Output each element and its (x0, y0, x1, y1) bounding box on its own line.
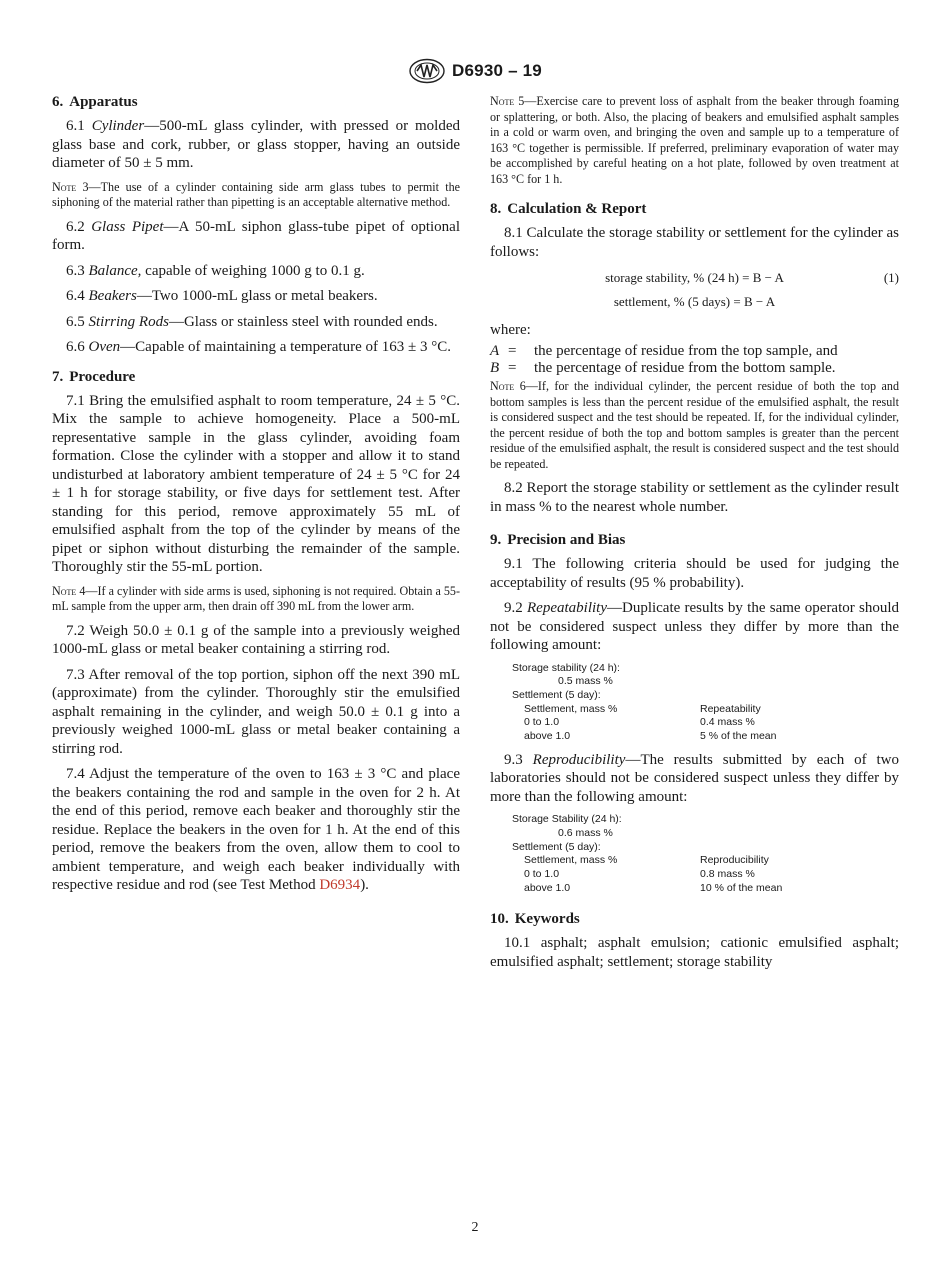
section-heading: 10. Keywords (490, 911, 580, 928)
table-row: Settlement, mass % Reproducibility (524, 854, 769, 867)
table-row: 0 to 1.0 0.4 mass % (524, 716, 755, 729)
paragraph-7-4: 7.4 Adjust the temperature of the oven to 163 ± 3 °C and place the beakers containing the rod and sample in the oven for 2 h. At the end of this period, remove each beaker and thoroughly stir the residue. Replace the beakers in the oven for 1 h. At the end of this period, remove the beakers from the oven, allow them to cool to ambient temperature, and weigh each beaker individually with respective residue and rod (see Test Method D6934). (52, 766, 460, 893)
section-heading: 7. Procedure (52, 368, 136, 385)
paragraph-9-1: 9.1 The following criteria should be used for judging the acceptability of results (95 % probability). (490, 556, 899, 591)
table-row: 0 to 1.0 0.8 mass % (524, 868, 755, 881)
table-row: above 1.0 5 % of the mean (524, 730, 777, 743)
note-4: Note 4—If a cylinder with side arms is used, siphoning is not required. Obtain a 55-mL sample from the upper arm, then drain off 390 mL from the lower arm. (52, 583, 460, 613)
paragraph-9-3: 9.3 Reproducibility—The results submitted by each of two laboratories should not be considered suspect unless they differ by more than the following amount: (490, 751, 900, 805)
paragraph-6-2: 6.2 Glass Pipet—A 50-mL siphon glass-tube pipet of optional form. (52, 218, 461, 253)
equation-number: (1) (883, 270, 899, 285)
table-row: above 1.0 10 % of the mean (524, 881, 783, 894)
note-5: Note 5—Exercise care to prevent loss of asphalt from the beaker through foaming or splattering, or both. Also, the placing of beakers and emulsified asphalt samples in a cold or warm oven, and bringing the oven and sample up to a temperature of 163 °C together is permissible. If preferred, preliminary evaporation of water may be accomplished by careful heating on a hot plate, followed by oven treatment at 163 °C for 1 h. (490, 94, 899, 186)
paragraph-6-3: 6.3 Balance, capable of weighing 1000 g to 0.1 g. (66, 262, 365, 279)
paragraph-10-1: 10.1 asphalt; asphalt emulsion; cationic emulsified asphalt; emulsified asphalt; settlement; storage stability (490, 935, 899, 970)
document-id: D6930 – 19 (452, 61, 542, 80)
paragraph-8-1: 8.1 Calculate the storage stability or settlement for the cylinder as follows: (490, 225, 899, 260)
section-heading: 6. Apparatus (52, 94, 138, 110)
section-heading: 8. Calculation & Report (490, 201, 647, 217)
note-6: Note 6—If, for the individual cylinder, the percent residue of both the top and bottom samples is less than the percent residue of the emulsified asphalt, the result is considered suspect and the test should be repeated. If, for the individual cylinder, the percent residue of both the top and bottom samples is greater than the percent residue of the emulsified asphalt, the result is considered suspect and the test should be repeated. (490, 379, 899, 471)
paragraph-6-5: 6.5 Stirring Rods—Glass or stainless steel with rounded ends. (66, 313, 438, 330)
section-procedure (52, 367, 460, 895)
paragraph-8-2: 8.2 Report the storage stability or settlement as the cylinder result in mass % to the nearest whole number. (490, 480, 899, 515)
paragraph-7-1: 7.1 Bring the emulsified asphalt to room temperature, 24 ± 5 °C. Mix the sample to achieve homogeneity. Place a 500-mL representative sample in the glass cylinder, avoiding foam formation. Close the cylinder with a stopper and allow it to stand undisturbed at laboratory ambient temperature of 24 ± 5 °C for 24 ± 1 h for storage stability, or five days for settlement test. After standing for this period, remove approximately 55 mL of emulsified asphalt from the top of the cylinder by means of the pipet or siphon without disturbing the remainder of the sample. Thoroughly stir the 55-mL portion. (52, 392, 460, 575)
right-column (490, 94, 899, 981)
reproducibility-table: Storage Stability (24 h): 0.6 mass % Settlement (5 day): Settlement, mass % Reproducibility 0 to 1.0 0.8 mass % above 1.0 10 % of the mean (512, 813, 899, 895)
section-apparatus (52, 92, 460, 357)
section-precision (490, 530, 899, 895)
paragraph-9-2: 9.2 Repeatability—Duplicate results by the same operator should not be considered suspect unless they differ by more than the following amount: (490, 600, 899, 653)
equation-2 (490, 292, 899, 316)
equation-1 (490, 268, 899, 292)
equation-storage-stability: storage stability, % (24 h) = B − A (605, 270, 784, 285)
paragraph-6-4: 6.4 Beakers—Two 1000-mL glass or metal beakers. (66, 288, 378, 304)
paragraph-7-3: 7.3 After removal of the top portion, siphon off the next 390 mL (approximate) from the cylinder. Thoroughly stir the emulsified asphalt remaining in the cylinder, and weigh 50.0 ± 0.1 g into a previously weighed 1000-mL glass or metal beaker containing a stirring rod. (52, 666, 460, 757)
definition-b: B = the percentage of residue from the bottom sample. (490, 360, 836, 376)
paragraph-7-2: 7.2 Weigh 50.0 ± 0.1 g of the sample into a previously weighed 1000-mL glass or metal beaker containing a stirring rod. (52, 622, 460, 657)
table-row: Settlement, mass % Repeatability (524, 702, 761, 715)
astm-logo-icon (408, 58, 446, 84)
repeatability-table: Storage stability (24 h): 0.5 mass % Settlement (5 day): Settlement, mass % Repeatability 0 to 1.0 0.4 mass % above 1.0 5 % of the mean (512, 662, 899, 744)
equation-settlement: settlement, % (5 days) = B − A (613, 294, 776, 309)
definition-a: A = the percentage of residue from the top sample, and (490, 343, 838, 359)
page-header (0, 56, 950, 86)
variable-definitions (490, 322, 899, 377)
note-3: Note 3—The use of a cylinder containing side arm glass tubes to permit the siphoning of the material rather than pipetting is an acceptable alternative method. (52, 179, 460, 209)
test-method-link[interactable]: D6934 (319, 877, 361, 893)
section-keywords (490, 909, 899, 971)
paragraph-6-1: 6.1 Cylinder—500-mL glass cylinder, with pressed or molded glass base and cork, rubber, or glass stopper, having an outside diameter of 50 ± 5 mm. (52, 118, 460, 171)
page-number: 2 (471, 1220, 479, 1235)
section-calculation (490, 199, 899, 516)
where-label: where: (490, 322, 531, 338)
left-column (52, 92, 460, 905)
paragraph-6-6: 6.6 Oven—Capable of maintaining a temperature of 163 ± 3 °C. (66, 339, 451, 355)
section-heading: 9. Precision and Bias (490, 532, 626, 548)
